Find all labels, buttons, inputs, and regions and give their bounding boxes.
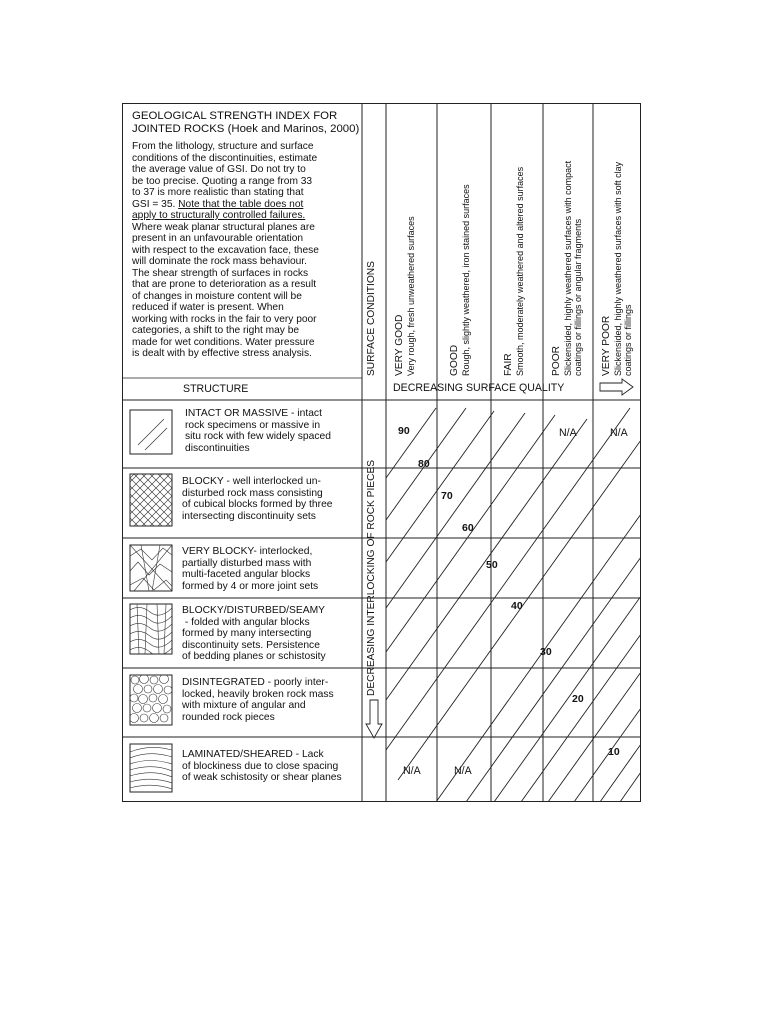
laminated-pattern: [130, 747, 172, 789]
description-line: will dominate the rock mass behaviour.: [132, 256, 307, 267]
rock-piece: [144, 685, 152, 693]
gsi-contour-line: [521, 634, 641, 802]
column-name: POOR: [551, 345, 562, 376]
rock-piece: [150, 714, 159, 723]
disintegrated-pattern: [130, 675, 173, 723]
rock-piece: [130, 714, 139, 723]
lamina-line: [130, 767, 172, 771]
description-line: that are prone to deterioration as a result: [132, 279, 317, 290]
hatch-line: [130, 486, 170, 526]
structure-line: VERY BLOCKY- interlocked,: [182, 546, 313, 557]
rock-piece: [160, 714, 168, 722]
structure-header: STRUCTURE: [183, 383, 249, 395]
gsi-value: 10: [608, 746, 620, 758]
rock-piece: [140, 714, 148, 722]
description-line: the average value of GSI. Do not try to: [132, 164, 306, 175]
description-line: working with rocks in the fair to very poor: [132, 313, 317, 325]
title-line-1: GEOLOGICAL STRENGTH INDEX FOR: [132, 110, 338, 122]
rock-piece: [130, 694, 138, 702]
facet-line: [130, 562, 172, 575]
lamina-line: [130, 754, 172, 758]
hatch-line: [130, 474, 138, 482]
structure-line: LAMINATED/SHEARED - Lack: [182, 749, 324, 760]
seamy-pattern: [130, 604, 172, 655]
rock-piece: [143, 704, 151, 712]
structure-line: of weak schistosity or shear planes: [182, 772, 342, 784]
description-line: The shear strength of surfaces in rocks: [132, 267, 309, 279]
facet-line: [130, 548, 172, 560]
rock-piece: [134, 685, 143, 694]
description-line: conditions of the discontinuities, estimate: [132, 152, 318, 164]
surface-conditions-label: SURFACE CONDITIONS: [366, 261, 377, 376]
rock-piece: [133, 704, 142, 713]
gsi-contour-line: [620, 772, 641, 802]
description-line: GSI = 35. Note that the table does not: [132, 198, 304, 210]
na-cell-good-laminated: N/A: [454, 765, 472, 777]
structure-line: situ rock with few widely spaced: [185, 431, 331, 443]
description-line: be too precise. Quoting a range from 33: [132, 175, 313, 187]
facet-line: [141, 545, 149, 591]
column-desc: Slickensided, highly weathered surfaces with compact: [562, 160, 573, 376]
structure-line: rock specimens or massive in: [185, 419, 321, 431]
structure-line: of cubical blocks formed by three: [182, 499, 333, 511]
lamina-line: [130, 773, 172, 777]
na-cell-very-good-laminated: N/A: [403, 765, 421, 777]
rock-piece: [153, 704, 162, 713]
hatch-line: [142, 496, 172, 526]
structure-line: DISINTEGRATED - poorly inter-: [182, 677, 329, 688]
description-note: Note that the table does not: [178, 198, 304, 210]
description-line: to 37 is more realistic than stating that: [132, 187, 304, 198]
structure-line: disturbed rock mass consisting: [182, 487, 323, 499]
column-name: FAIR: [503, 353, 514, 376]
hatch-line: [134, 474, 172, 512]
hatch-line: [130, 480, 172, 522]
hatch-line: [134, 488, 172, 526]
gsi-value: 40: [511, 600, 523, 612]
fold-line: [130, 631, 172, 639]
rock-piece: [164, 686, 172, 694]
blocky-pattern: [130, 474, 172, 526]
gsi-value: 30: [540, 646, 552, 658]
description-line: Where weak planar structural planes are: [132, 221, 315, 233]
structure-line: formed by 4 or more joint sets: [182, 580, 319, 592]
hatch-line: [142, 474, 172, 504]
fracture-line: [145, 428, 167, 450]
description-line: with respect to the excavation face, these: [132, 244, 319, 256]
column-desc: coatings or fillings or angular fragments: [573, 218, 583, 376]
column-desc: Rough, slightly weathered, iron stained surfaces: [460, 184, 471, 376]
description-line: of changes in moisture content will be: [132, 290, 302, 302]
structure-line: discontinuity sets. Persistence: [182, 639, 320, 651]
hatch-line: [130, 478, 172, 520]
na-cell-poor-intact: N/A: [559, 427, 577, 439]
rock-piece: [140, 675, 149, 684]
fold-line: [130, 623, 172, 631]
structure-line: partially disturbed mass with: [182, 557, 312, 569]
hatch-line: [130, 474, 134, 478]
column-name: VERY GOOD: [394, 314, 405, 376]
gsi-value: 60: [462, 522, 474, 534]
fold-line: [157, 604, 159, 654]
description-line: From the lithology, structure and surface: [132, 141, 314, 152]
rock-piece: [149, 694, 157, 702]
gsi-value: 20: [572, 693, 584, 705]
structure-line: formed by many intersecting: [182, 628, 312, 640]
title-line-2: JOINTED ROCKS (Hoek and Marinos, 2000): [132, 122, 360, 135]
gsi-value: 70: [441, 490, 453, 502]
hatch-line: [130, 474, 146, 490]
description-line: reduced if water is present. When: [132, 302, 284, 313]
fold-line: [145, 604, 147, 654]
structure-line: discontinuities: [185, 442, 250, 454]
description-line: is dealt with by effective stress analysis.: [132, 348, 312, 359]
hatch-line: [130, 474, 162, 506]
column-desc: coatings or fillings: [623, 304, 633, 376]
gsi-contour-line: [386, 413, 525, 608]
column-desc: Slickensided, highly weathered surfaces with soft clay: [612, 161, 623, 376]
structure-line: INTACT OR MASSIVE - intact: [185, 408, 322, 419]
structure-line: of blockiness due to close spacing: [182, 760, 339, 772]
na-cell-very-poor-intact: N/A: [610, 427, 628, 439]
interlocking-arrow: [366, 700, 382, 738]
structure-line: intersecting discontinuity sets: [182, 510, 316, 522]
rock-piece: [163, 705, 171, 713]
decreasing-surface-quality-label: DECREASING SURFACE QUALITY: [393, 382, 565, 394]
gsi-contour-line: [600, 744, 641, 802]
gsi-value: 80: [418, 458, 430, 470]
lamina-line: [130, 747, 172, 752]
rock-piece: [150, 676, 158, 684]
intact-pattern: [138, 419, 167, 450]
decreasing-interlocking-label: DECREASING INTERLOCKING OF ROCK PIECES: [366, 459, 377, 696]
structure-line: locked, heavily broken rock mass: [182, 688, 334, 700]
rock-piece: [160, 675, 169, 684]
fold-line: [130, 639, 172, 647]
very-blocky-pattern: [130, 545, 172, 591]
lamina-line: [130, 761, 172, 765]
structure-line: BLOCKY - well interlocked un-: [182, 476, 321, 487]
description-line: present in an unfavourable orientation: [132, 233, 304, 244]
column-name: GOOD: [449, 344, 460, 376]
gsi-value: 50: [486, 559, 498, 571]
column-name: VERY POOR: [601, 315, 612, 376]
rock-piece: [131, 676, 139, 684]
hatch-line: [130, 494, 162, 526]
structure-line: BLOCKY/DISTURBED/SEAMY: [182, 605, 326, 616]
structure-line: multi-faceted angular blocks: [182, 569, 311, 581]
lamina-line: [130, 779, 172, 783]
rock-piece: [139, 695, 148, 704]
rock-piece: [154, 685, 163, 694]
fracture-line: [138, 419, 164, 445]
structure-line: with mixture of angular and: [182, 700, 306, 712]
description-line: categories, a shift to the right may be: [132, 325, 300, 336]
structure-line: rounded rock pieces: [182, 711, 275, 723]
hatch-line: [130, 510, 146, 526]
gsi-contour-line: [466, 557, 641, 802]
gsi-value: 90: [398, 425, 410, 437]
column-desc: Very rough, fresh unweathered surfaces: [405, 216, 416, 376]
structure-line: of bedding planes or schistosity: [182, 651, 326, 663]
rock-piece: [159, 695, 168, 704]
fold-line: [137, 604, 139, 654]
lamina-line: [130, 785, 172, 789]
column-desc: Smooth, moderately weathered and altered surfaces: [514, 166, 525, 376]
hatch-line: [158, 474, 172, 488]
structure-line: - folded with angular blocks: [182, 616, 310, 628]
hatch-line: [130, 518, 138, 526]
gsi-contour-line: [436, 514, 641, 802]
description-note: apply to structurally controlled failures.: [132, 210, 306, 221]
gsi-contour-line: [494, 596, 641, 802]
surface-quality-arrow: [600, 379, 633, 395]
description-line: made for wet conditions. Water pressure: [132, 336, 315, 348]
